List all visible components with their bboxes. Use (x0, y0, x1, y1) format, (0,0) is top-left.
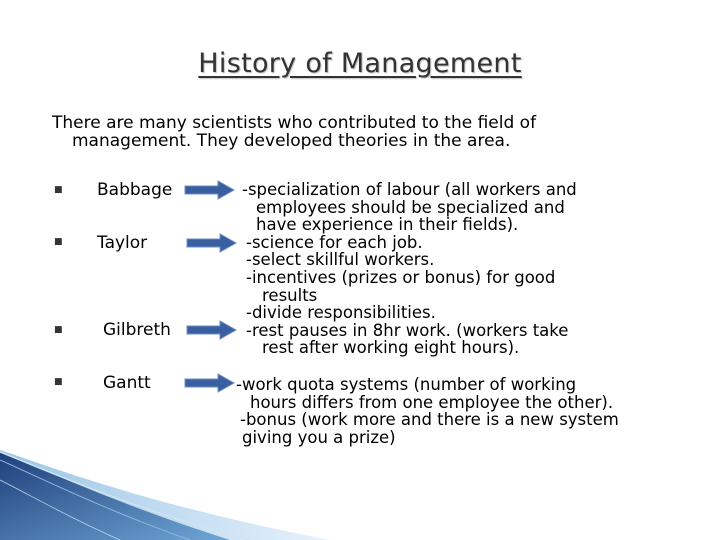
description-line: giving you a prize) (242, 427, 396, 447)
description-group-1 (242, 181, 577, 357)
right-arrow-icon (186, 320, 238, 340)
right-arrow-icon (184, 180, 236, 200)
description-line: -incentives (prizes or bonus) for good (246, 267, 556, 287)
description-line: -select skillful workers. (246, 250, 435, 270)
decorative-swoosh (0, 450, 330, 540)
square-bullet-icon: ■ (54, 377, 63, 387)
description-line: results (262, 285, 318, 305)
square-bullet-icon: ■ (54, 185, 63, 195)
description-line: -bonus (work more and there is a new system (240, 410, 619, 430)
description-line: -divide responsibilities. (246, 303, 436, 323)
person-name-gilbreth: Gilbreth (103, 320, 171, 340)
square-bullet-icon: ■ (54, 325, 63, 335)
square-bullet-icon: ■ (54, 237, 63, 247)
description-group-2 (236, 376, 619, 446)
right-arrow-icon (186, 233, 238, 253)
description-line: -science for each job. (246, 232, 423, 252)
person-name-gantt: Gantt (103, 373, 151, 393)
right-arrow-icon (184, 373, 236, 393)
person-name-taylor: Taylor (97, 233, 148, 253)
description-line: hours differs from one employee the other). (250, 392, 614, 412)
description-line: have experience in their fields). (256, 215, 519, 235)
description-line: -work quota systems (number of working (236, 375, 577, 394)
description-line: -specialization of labour (all workers and (242, 180, 577, 199)
page-title: History of Management (198, 48, 522, 79)
description-line: rest after working eight hours). (262, 338, 520, 358)
intro-text: There are many scientists who contributed to the field of management. They developed theories in the area. (52, 113, 537, 151)
description-line: employees should be specialized and (256, 197, 565, 217)
description-line: -rest pauses in 8hr work. (workers take (246, 320, 569, 340)
person-name-babbage: Babbage (97, 180, 173, 200)
